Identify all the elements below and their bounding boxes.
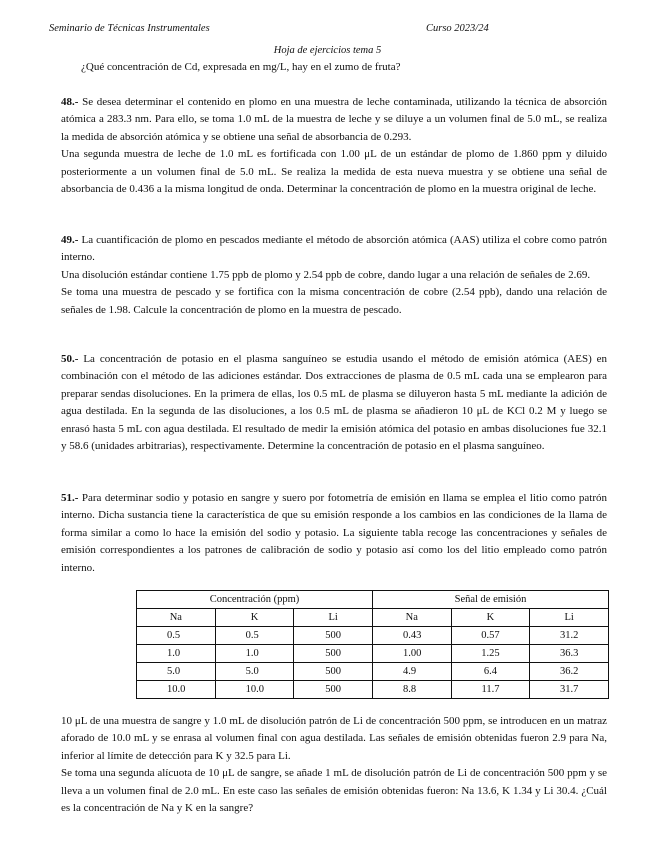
- table-cell: 8.8: [372, 681, 451, 699]
- table-cell: 5.0: [137, 663, 216, 681]
- table-cell: 4.9: [372, 663, 451, 681]
- problem-number: 49.-: [61, 234, 79, 246]
- header-academic-year: Curso 2023/24: [426, 23, 489, 34]
- table-row: [137, 681, 609, 699]
- column-header: K: [215, 609, 294, 627]
- problem-text: La cuantificación de plomo en pescados mediante el método de absorción atómica (AAS) utiliza el cobre como patrón interno.: [61, 234, 608, 264]
- table-group-header-row: [137, 591, 609, 609]
- problem-paragraph: Una segunda muestra de leche de 1.0 mL es fortificada con 1.00 μL de un estándar de plomo de 1.860 ppm y diluido posteriormente a un volumen final de 5.0 mL. Se realiza la medida de esta nueva muestra y se obtiene una señal de absorbancia de 0.436 a la misma longitud de onda. Determinar la concentración de plomo en la muestra original de leche.: [61, 148, 607, 196]
- problem-text: Para determinar sodio y potasio en sangre y suero por fotometría de emisión en llama se emplea el litio como patrón interno. Dicha sustancia tiene la característica de que su emisión responde a los cambios en las condiciones de la llama de forma similar a como lo hace la emisión del sodio y potasio. La siguiente tabla recoge las concentraciones y señales de emisión correspondientes a los patrones de calibración de sodio y potasio así como los del litio empleado como patrón interno.: [61, 492, 608, 574]
- problem-number: 51.-: [61, 492, 79, 504]
- sheet-title: Hoja de ejercicios tema 5: [273, 45, 382, 56]
- table-cell: 31.7: [530, 681, 609, 699]
- column-header: Na: [137, 609, 216, 627]
- problem-51: [61, 490, 607, 577]
- table-cell: 1.0: [137, 645, 216, 663]
- table-cell: 1.00: [372, 645, 451, 663]
- table-row: [137, 645, 609, 663]
- table-cell: 36.2: [530, 663, 609, 681]
- problem-paragraph: [61, 94, 607, 146]
- problem-paragraph: 10 μL de una muestra de sangre y 1.0 mL de disolución patrón de Li de concentración 500 ppm, se introducen en un matraz aforado de 10.0 mL y se enrasa al volumen final con agua destilada. Las señales de emisión obtenidas fueron 2.9 para Na, inferior al límite de detección para K y 32.5 para Li.: [61, 715, 607, 762]
- group-header-signal: Señal de emisión: [372, 591, 608, 609]
- table-cell: 10.0: [137, 681, 216, 699]
- table-cell: 0.5: [215, 627, 294, 645]
- table-row: [137, 627, 609, 645]
- table-cell: 1.25: [451, 645, 530, 663]
- problem-paragraph: [61, 232, 607, 267]
- problem-49: [61, 232, 607, 319]
- table-cell: 500: [294, 681, 373, 699]
- table-sub-header-row: [137, 609, 609, 627]
- table-cell: 0.57: [451, 627, 530, 645]
- intro-question: ¿Qué concentración de Cd, expresada en mg/L, hay en el zumo de fruta?: [81, 61, 401, 73]
- table-cell: 0.5: [137, 627, 216, 645]
- table-cell: 31.2: [530, 627, 609, 645]
- table-cell: 36.3: [530, 645, 609, 663]
- calibration-table: [136, 590, 609, 699]
- column-header: Na: [372, 609, 451, 627]
- problem-text: La concentración de potasio en el plasma sanguíneo se estudia usando el método de emisión atómica (AES) en combinación con el método de las adiciones estándar. Dos extracciones de plasma de 0.5 mL cada una se emplearon para preparar sendas disoluciones. En la primera de ellas, los 0.5 mL de plasma se diluyeron hasta 5 mL mediante la adición de agua destilada. En la segunda de las disoluciones, a los 0.5 mL de plasma se añadieron 10 μL de KCl 0.2 M y luego se enrasó hasta 5 mL con agua destilada. El resultado de medir la emisión atómica del potasio en ambas disoluciones fue 32.1 y 58.6 (unidades arbitrarias), respectivamente. Determine la concentración de potasio en el plasma sanguíneo.: [61, 353, 608, 453]
- table-row: [137, 663, 609, 681]
- column-header: K: [451, 609, 530, 627]
- table-cell: 0.43: [372, 627, 451, 645]
- table-cell: 10.0: [215, 681, 294, 699]
- group-header-concentration: Concentración (ppm): [137, 591, 373, 609]
- problem-number: 50.-: [61, 353, 79, 365]
- column-header: Li: [530, 609, 609, 627]
- table-cell: 1.0: [215, 645, 294, 663]
- problem-paragraph: [61, 351, 607, 455]
- problem-number: 48.-: [61, 96, 79, 108]
- problem-paragraph: Se toma una segunda alícuota de 10 μL de sangre, se añade 1 mL de disolución patrón de Li de concentración 500 ppm y se lleva a un volumen final de 2.0 mL. En este caso las señales de emisión obtenidas fueron: Na 13.6, K 1.34 y Li 30.4. ¿Cuál es la concentración de Na y K en la sangre?: [61, 767, 607, 815]
- problem-paragraph: Se toma una muestra de pescado y se fortifica con la misma concentración de cobre (2.54 ppb), dando una relación de señales de 1.98. Calcule la concentración de plomo en la muestra de pescado.: [61, 286, 607, 316]
- problem-48: [61, 94, 607, 198]
- problem-text: Se desea determinar el contenido en plomo en una muestra de leche contaminada, utilizando la técnica de absorción atómica a 283.3 nm. Para ello, se toma 1.0 mL de la muestra de leche y se diluye a un volumen final de 5.0 mL, se realiza la medida de absorción atómica y se obtiene una señal de absorbancia de 0.293.: [61, 96, 608, 143]
- table-cell: 6.4: [451, 663, 530, 681]
- table-cell: 500: [294, 645, 373, 663]
- problem-51-continuation: [61, 713, 607, 817]
- table-cell: 11.7: [451, 681, 530, 699]
- header-course-name: Seminario de Técnicas Instrumentales: [49, 23, 210, 34]
- table-cell: 500: [294, 627, 373, 645]
- table-cell: 500: [294, 663, 373, 681]
- problem-paragraph: [61, 490, 607, 577]
- problem-paragraph: Una disolución estándar contiene 1.75 ppb de plomo y 2.54 ppb de cobre, dando lugar a una relación de señales de 2.69.: [61, 268, 591, 281]
- problem-50: [61, 351, 607, 455]
- table-cell: 5.0: [215, 663, 294, 681]
- column-header: Li: [294, 609, 373, 627]
